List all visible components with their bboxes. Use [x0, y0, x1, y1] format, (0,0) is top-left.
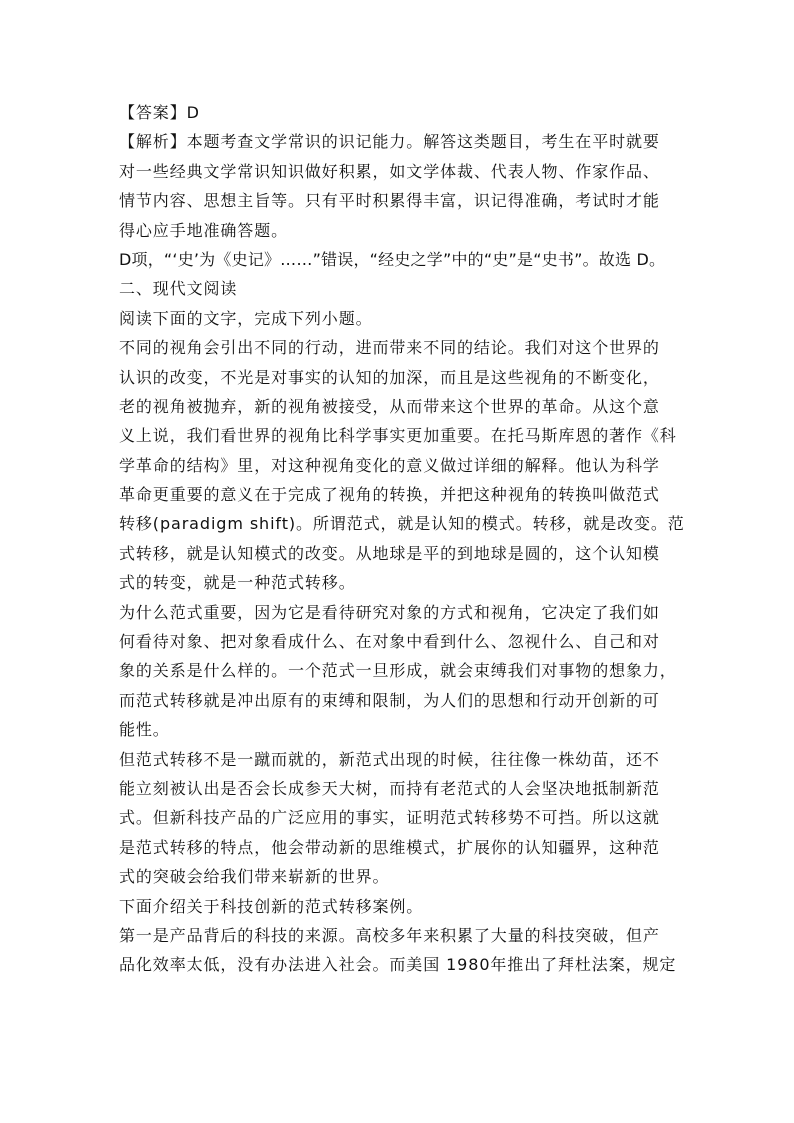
instruction-line: 阅读下面的文字，完成下列小题。	[119, 308, 373, 328]
passage-line: 象的关系是什么样的。一个范式一旦形成，就会束缚我们对事物的想象力，	[119, 661, 677, 681]
option-d-explanation: D项，“‘史’为《史记》……”错误，“经史之学”中的“史”是“史书”。故选 D。	[119, 249, 666, 269]
passage-line: 品化效率太低，没有办法进入社会。而美国 1980年推出了拜杜法案，规定	[119, 955, 677, 975]
passage-line: 但范式转移不是一蹴而就的，新范式出现的时候，往往像一株幼苗，还不	[119, 749, 660, 769]
passage-line: 式转移，就是认知模式的改变。从地球是平的到地球是圆的，这个认知模	[119, 543, 660, 563]
passage-line: 式。但新科技产品的广泛应用的事实，证明范式转移势不可挡。所以这就	[119, 808, 660, 828]
passage-line: 老的视角被抛弃，新的视角被接受，从而带来这个世界的革命。从这个意	[119, 396, 660, 416]
analysis-paragraph-line: 情节内容、思想主旨等。只有平时积累得丰富，识记得准确，考试时才能	[119, 191, 660, 211]
answer-label: 【答案】D	[119, 103, 200, 122]
passage-line: 认识的改变，不光是对事实的认知的加深，而且是这些视角的不断变化，	[119, 367, 660, 387]
passage-line: 不同的视角会引出不同的行动，进而带来不同的结论。我们对这个世界的	[119, 338, 660, 358]
passage-line: 而范式转移就是冲出原有的束缚和限制，为人们的思想和行动开创新的可	[119, 690, 660, 710]
passage-line: 能性。	[119, 720, 170, 740]
section-heading: 二、现代文阅读	[119, 279, 238, 299]
passage-line: 第一是产品背后的科技的来源。高校多年来积累了大量的科技突破，但产	[119, 925, 660, 945]
passage-line: 能立刻被认出是否会长成参天大树，而持有老范式的人会坚决地抵制新范	[119, 778, 660, 798]
analysis-paragraph-line: 对一些经典文学常识知识做好积累，如文学体裁、代表人物、作家作品、	[119, 161, 660, 181]
passage-line: 转移(paradigm shift)。所谓范式，就是认知的模式。转移，就是改变。范	[119, 514, 685, 534]
document-page	[119, 98, 685, 980]
passage-line: 下面介绍关于科技创新的范式转移案例。	[119, 896, 424, 916]
passage-line: 革命更重要的意义在于完成了视角的转换，并把这种视角的转换叫做范式	[119, 485, 660, 505]
passage-line: 是范式转移的特点，他会带动新的思维模式，扩展你的认知疆界，这种范	[119, 837, 660, 857]
passage-line: 式的突破会给我们带来崭新的世界。	[119, 867, 390, 887]
passage-line: 为什么范式重要，因为它是看待研究对象的方式和视角，它决定了我们如	[119, 602, 660, 622]
passage-line: 学革命的结构》里，对这种视角变化的意义做过详细的解释。他认为科学	[119, 455, 660, 475]
passage-line: 何看待对象、把对象看成什么、在对象中看到什么、忽视什么、自己和对	[119, 632, 660, 652]
passage-line: 式的转变，就是一种范式转移。	[119, 573, 356, 593]
analysis-paragraph-line: 得心应手地准确答题。	[119, 220, 289, 240]
analysis-paragraph-line: 【解析】本题考查文学常识的识记能力。解答这类题目，考生在平时就要	[119, 132, 660, 152]
passage-line: 义上说，我们看世界的视角比科学事实更加重要。在托马斯库恩的著作《科	[119, 426, 677, 446]
